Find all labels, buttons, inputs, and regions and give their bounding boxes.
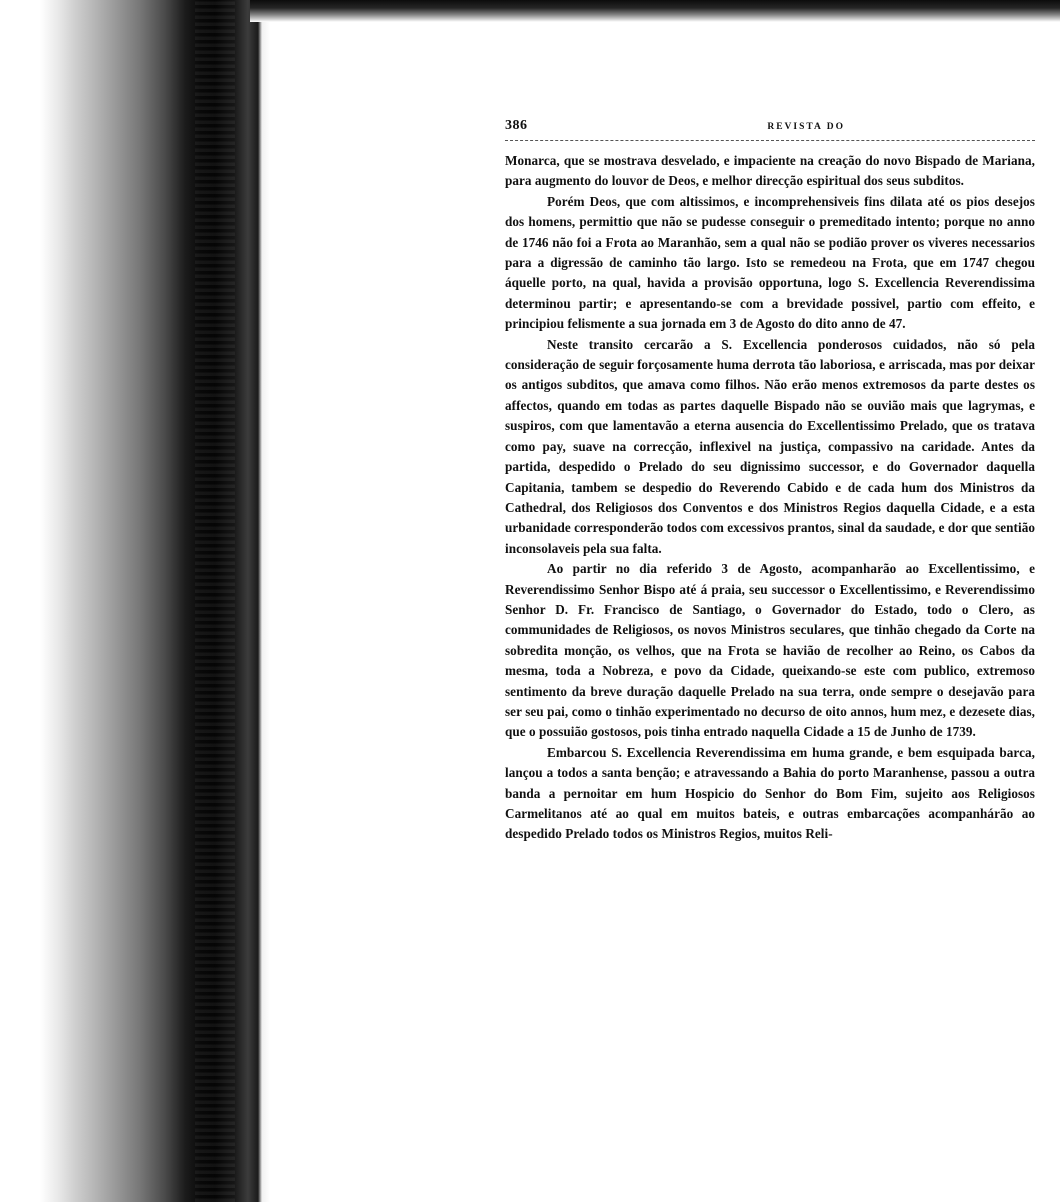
book-page (505, 118, 1035, 845)
running-title: REVISTA DO (767, 122, 845, 132)
page-number: 386 (505, 118, 528, 133)
paragraph: Ao partir no dia referido 3 de Agosto, acompanharão ao Excellentissimo, e Reverendissimo Senhor Bispo até á praia, seu successor o Excellentissimo, e Reverendissimo Senhor D. Fr. Francisco de Santiago, o Governador do Estado, todo o Clero, as communidades de Religiosos, os novos Ministros seculares, que tinhão chegado da Corte na sobredita monção, os velhos, que na Frota se havião de recolher ao Reino, os Cabos da mesma, toda a Nobreza, e povo da Cidade, queixando-se este com publico, extremoso sentimento da breve duração daquelle Prelado na sua terra, onde sempre o desejavão para ser seu pai, como o tinhão experimentado no decurso de oito annos, hum mez, e dezesete dias, que o possuião gostosos, pois tinha entrado naquella Cidade a 15 de Junho de 1739. (505, 561, 1035, 740)
spine-texture (195, 0, 235, 1202)
paragraph: Neste transito cercarão a S. Excellencia ponderosos cuidados, não só pela consideração de seguir forçosamente huma derrota tão laboriosa, e arriscada, mas por deixar os antigos subditos, que amava como filhos. Não erão menos extremosos da parte destes os affectos, quando em todas as partes daquelle Bispado não se ouvião mais que lagrymas, e suspiros, com que lamentavão a eterna ausencia do Excellentissimo Prelado, que os tratava como pay, suave na correcção, inflexivel na justiça, compassivo na caridade. Antes da partida, despedido o Prelado do seu dignissimo successor, e do Governador daquella Capitania, tambem se despedio do Reverendo Cabido e de cada hum dos Ministros da Cathedral, dos Religiosos dos Conventos e dos Ministros Regios daquella Cidade, e a esta urbanidade corresponderão todos com excessivos prantos, sinal da saudade, e dor que sentião inconsolaveis pela sua falta. (505, 336, 1035, 556)
paragraph: Embarcou S. Excellencia Reverendissima em huma grande, e bem esquipada barca, lançou a todos a santa benção; e atravessando a Bahia do porto Maranhense, passou a outra banda a pernoitar em hum Hospicio do Senhor do Bom Fim, sujeito aos Religiosos Carmelitanos até ao qual em muitos bateis, e outras embarcações acompanhárão ao despedido Prelado todos os Ministros Regios, muitos Reli- (505, 744, 1035, 842)
paragraph: Porém Deos, que com altissimos, e incomprehensiveis fins dilata até os pios desejos dos homens, permittio que não se pudesse conseguir o premeditado intento; porque no anno de 1746 não foi a Frota ao Maranhão, sem a qual não se podião prover os viveres necessarios para a digressão de caminho tão largo. Isto se remedeou na Frota, que em 1747 chegou áquelle porto, na qual, havida a provisão opportuna, logo S. Excellencia Reverendissima determinou partir; e apresentando-se com a brevidade possivel, partio com effeito, e principiou felismente a sua jornada em 3 de Agosto do dito anno de 47. (505, 193, 1035, 332)
running-head (505, 118, 1035, 140)
top-edge-shadow (250, 0, 1060, 22)
body-text (505, 151, 1035, 845)
header-rule (505, 140, 1035, 141)
paragraph: Monarca, que se mostrava desvelado, e impaciente na creação do novo Bispado de Mariana, para augmento do louvor de Deos, e melhor direcção espiritual dos seus subditos. (505, 153, 1035, 189)
